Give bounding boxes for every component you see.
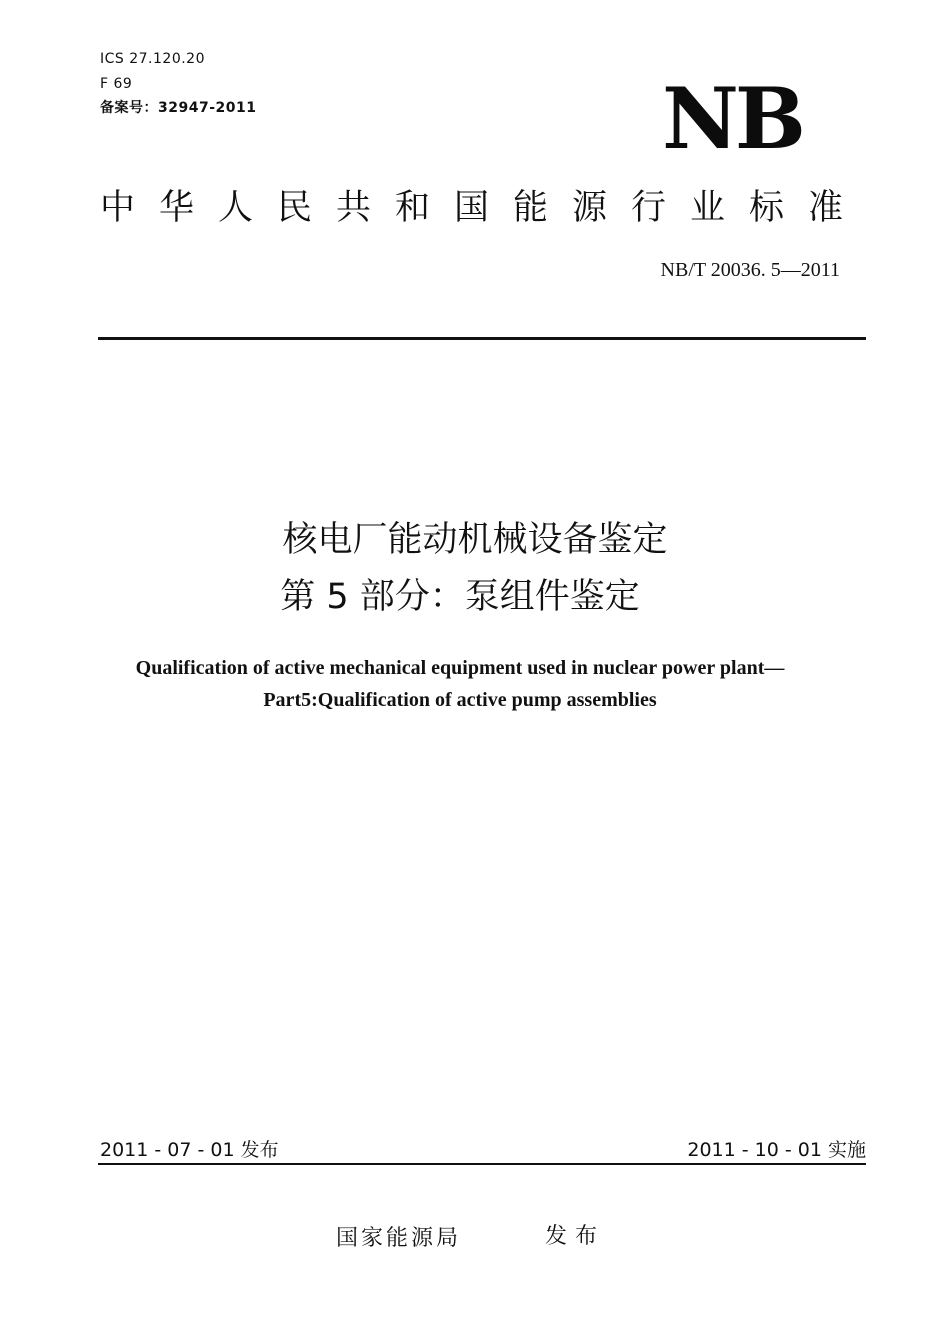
issuer-action: 发布 [545, 1224, 606, 1249]
standard-number: NB/T 20036. 5—2011 [660, 259, 840, 281]
issuer-name: 国家能源局 [336, 1226, 462, 1251]
classification-code: F 69 [100, 76, 133, 92]
document-title-cn-line2: 第 5 部分：泵组件鉴定 [280, 577, 640, 617]
document-title-en-line2: Part5:Qualification of active pump assemblies [263, 689, 657, 711]
document-title-en-line1: Qualification of active mechanical equipment used in nuclear power plant— [135, 657, 785, 679]
ics-code: ICS 27.120.20 [100, 51, 205, 67]
nb-logo: NB [662, 69, 802, 168]
filing-number: 备案号：32947-2011 [100, 100, 257, 116]
top-divider [98, 337, 866, 340]
implementation-date: 2011 - 10 - 01 实施 [687, 1139, 866, 1161]
bottom-divider [98, 1163, 866, 1165]
document-title-cn-line1: 核电厂能动机械设备鉴定 [282, 520, 668, 560]
standard-title: 中华人民共和国能源行业标准 [100, 188, 868, 228]
issue-date: 2011 - 07 - 01 发布 [100, 1139, 279, 1161]
